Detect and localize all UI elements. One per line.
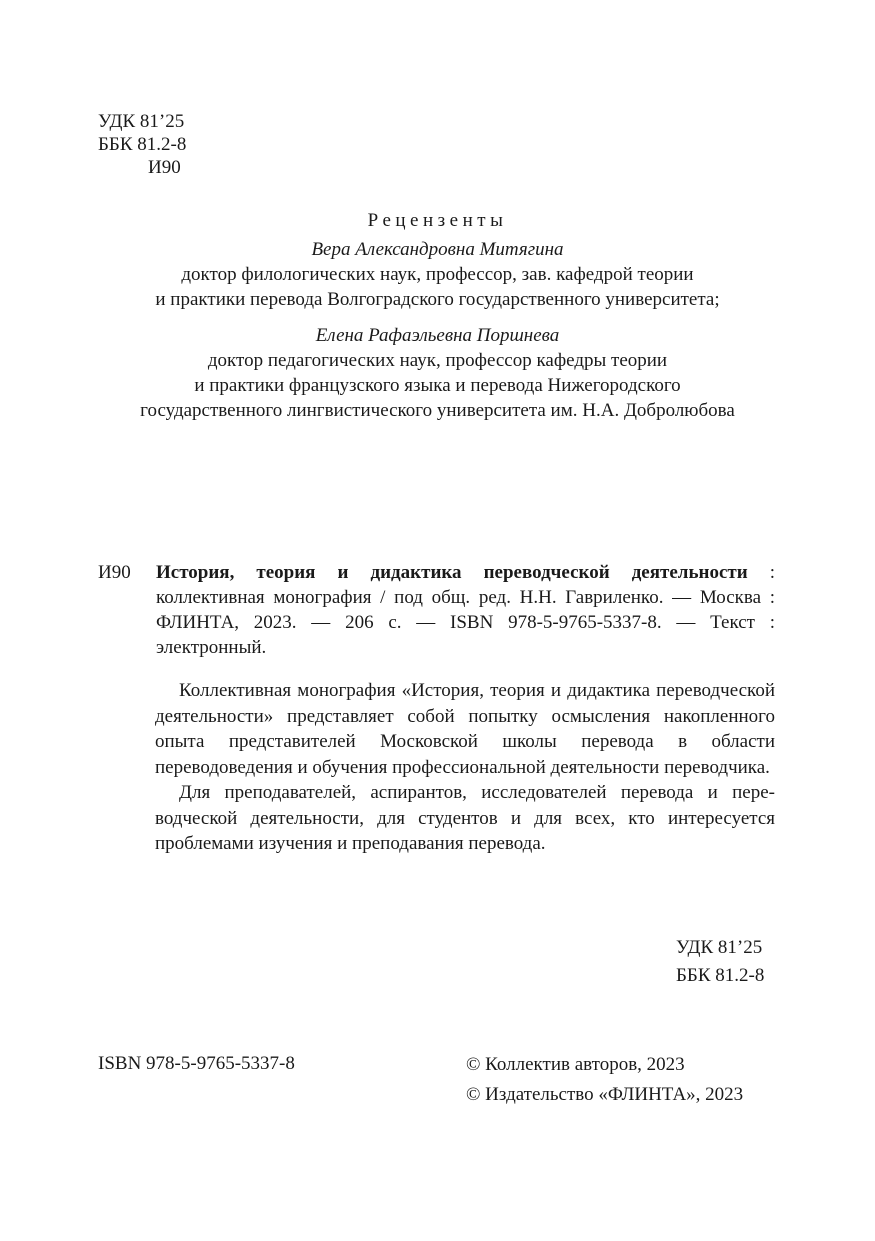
copyright-line: © Издательство «ФЛИНТА», 2023 — [466, 1084, 744, 1105]
reviewer-2 — [90, 323, 785, 423]
reviewer-credential-line: государственного лингвистического университета им. Н.А. Добролюбова — [140, 400, 735, 421]
classification-block — [98, 110, 186, 179]
reviewer-credential-line: и практики французского языка и перевода Нижегородского — [194, 375, 681, 396]
bbk-code: ББК 81.2-8 — [98, 134, 187, 155]
reviewer-1 — [90, 237, 785, 312]
author-code: И90 — [148, 157, 181, 178]
bottom-classification-block — [676, 934, 764, 990]
udk-code-bottom: УДК 81’25 — [676, 937, 763, 958]
bibliographic-text — [156, 560, 775, 660]
annotation — [155, 678, 775, 857]
isbn: ISBN 978-5-9765-5337-8 — [98, 1053, 295, 1074]
book-title: История, теория и дидактика переводческой деятельности — [156, 562, 748, 583]
annotation-paragraph: Для преподавателей, аспирантов, исследователей перевода и переводческой деятельности, для студентов и для всех, кто интересуется проблемами изучения и преподавания перевода. — [155, 782, 775, 854]
udk-code: УДК 81’25 — [98, 111, 185, 132]
reviewer-credential-line: доктор филологических наук, профессор, зав. кафедрой теории — [181, 264, 694, 285]
annotation-paragraph: Коллективная монография «История, теория и дидактика переводческой деятельности» представляет собой попытку осмысления накопленного опыта представителей Московской школы перевода в области переводоведения и обучения профессиональной деятельности переводчика. — [155, 680, 775, 778]
reviewer-credential-line: и практики перевода Волгоградского государственного университета; — [155, 289, 720, 310]
bibliographic-code: И90 — [98, 562, 131, 583]
reviewers-section — [90, 208, 785, 423]
bibliographic-last-line: электронный. — [156, 637, 267, 658]
copyright-line: © Коллектив авторов, 2023 — [466, 1054, 685, 1075]
reviewers-heading: Рецензенты — [367, 210, 508, 231]
reviewer-credential-line: доктор педагогических наук, профессор кафедры теории — [207, 350, 668, 371]
bibliographic-details: : коллективная монография / под общ. ред. Н.Н. Гавриленко. — Москва : ФЛИНТА, 2023. — 206 с. — ISBN 978-5-9765-5337-8. — Текст : — [156, 562, 775, 633]
bbk-code-bottom: ББК 81.2-8 — [676, 965, 765, 986]
bibliographic-record — [98, 560, 775, 660]
reviewer-name: Елена Рафаэльевна Поршнева — [315, 325, 560, 346]
copyright-notices — [466, 1050, 743, 1110]
reviewer-name: Вера Александровна Митягина — [311, 239, 564, 260]
